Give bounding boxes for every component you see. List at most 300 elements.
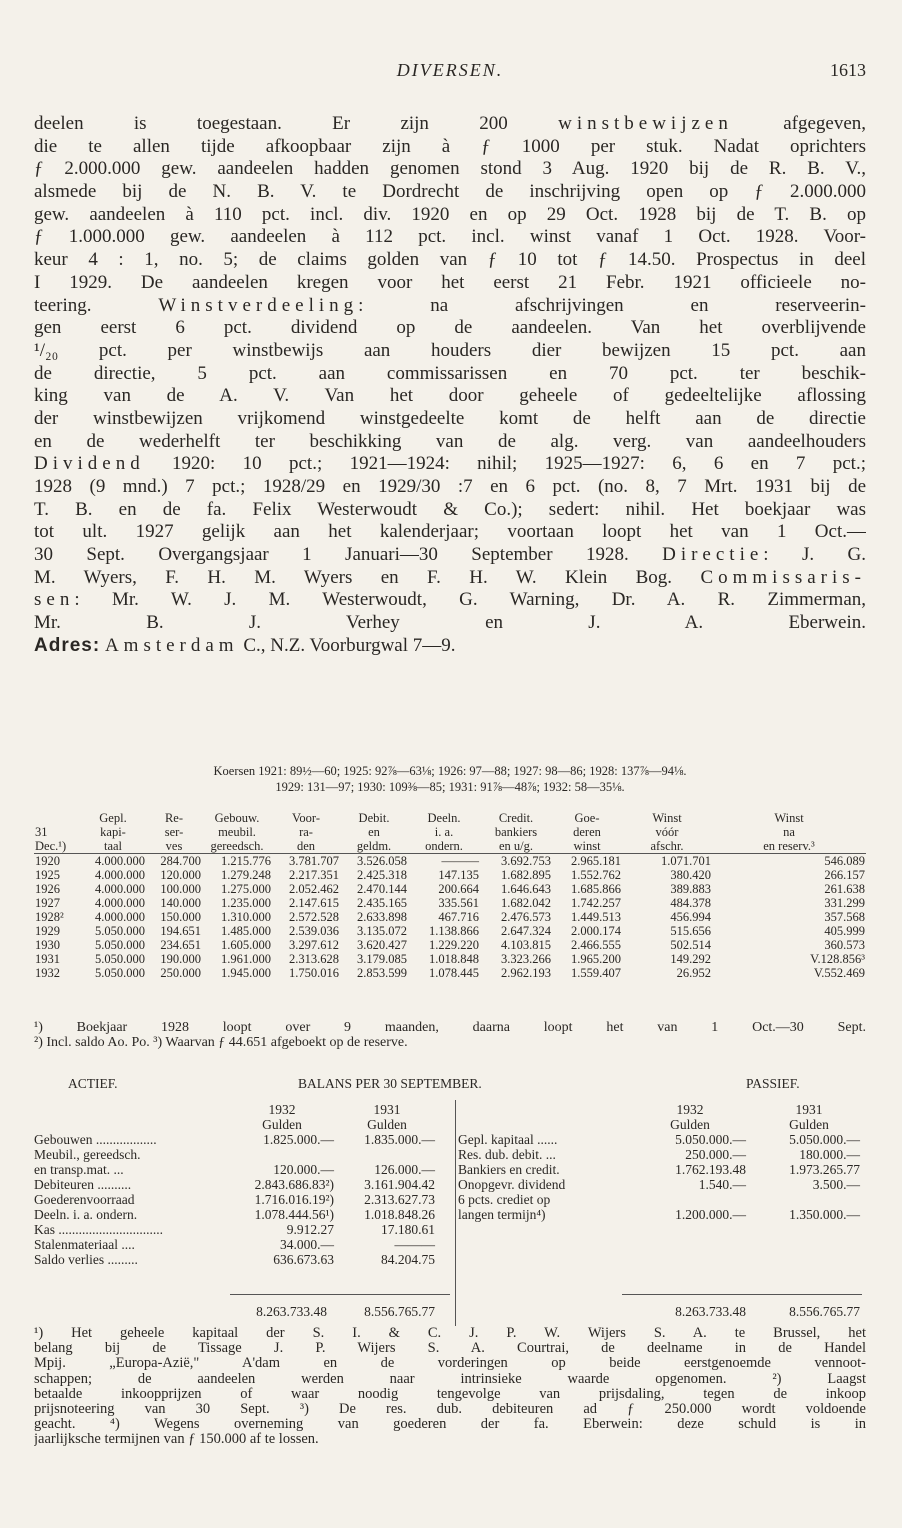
text-line (34, 408, 866, 431)
spaced-keyword: Amsterdam (104, 634, 239, 656)
value-cell: 467.716 (438, 910, 479, 924)
text-segment: 1928 (9 mnd.) 7 pct.; 1928/29 en 1929/30 :7 en 6 pct. (no. 8, 7 Mrt. 1931 bij de (34, 476, 866, 497)
unit-label: Gulden (367, 1117, 407, 1132)
text-segment: tot ult. 1927 gelijk aan het kalenderjaar; voortaan loopt het van 1 Oct.— (34, 521, 866, 543)
value-cell: 1.235.000 (221, 896, 271, 910)
value-cell: 1.485.000 (221, 924, 271, 938)
value-cell: 2.435.165 (357, 896, 407, 910)
table-row (34, 910, 866, 924)
value-1932: 1.825.000.— (263, 1132, 334, 1147)
balance-row (34, 1132, 454, 1147)
header-cell: Credit. (498, 811, 534, 825)
value-cell: 1.552.762 (571, 868, 621, 882)
value-cell: 2.217.351 (289, 868, 339, 882)
balance-label: Deeln. i. a. ondern. (34, 1207, 138, 1222)
value-cell: 2.633.898 (357, 910, 407, 924)
header-cell: 31 (35, 825, 48, 839)
balance-row (34, 1222, 454, 1237)
column-divider (455, 1100, 456, 1326)
text-line (34, 544, 866, 567)
text-line (34, 476, 866, 499)
spaced-keyword: winstbewijzen (558, 113, 733, 134)
value-cell: 515.656 (670, 924, 711, 938)
text-line (34, 136, 866, 159)
value-1931: 1.973.265.77 (789, 1162, 860, 1177)
table-footnotes (34, 1020, 866, 1050)
header-cell: Winst (774, 811, 804, 825)
value-cell: 4.103.815 (501, 938, 551, 952)
value-cell: 360.573 (824, 938, 865, 952)
spaced-keyword: Directie (662, 544, 764, 566)
balance-row (458, 1147, 866, 1162)
value-cell: 1.138.866 (429, 924, 479, 938)
header-cell: kapi- (100, 825, 126, 839)
value-cell: 2.425.318 (357, 868, 407, 882)
text-line (34, 249, 866, 272)
header-cell: ondern. (408, 839, 480, 854)
value-1932: 250.000.— (685, 1147, 746, 1162)
text-segment: : J. G. (763, 544, 866, 566)
value-cell: 2.313.628 (289, 952, 339, 966)
financial-history-table (34, 811, 866, 980)
value-cell: 4.000.000 (95, 882, 145, 896)
value-cell: 1.559.407 (571, 966, 621, 980)
year-cell: 1925 (35, 868, 60, 882)
year-cell: 1920 (35, 854, 60, 868)
value-cell: 1.961.000 (221, 952, 271, 966)
text-segment: 1920: 10 pct.; 1921—1924: nihil; 1925—1927: 6, 6 en 7 pct.; (144, 453, 866, 475)
share-prices-line: 1929: 131—97; 1930: 109⅜—85; 1931: 91⅞—48⅞; 1932: 58—35⅛. (275, 780, 625, 794)
value-cell: V.128.856³ (810, 952, 865, 966)
value-cell: 3.620.427 (357, 938, 407, 952)
year-cell: 1930 (35, 938, 60, 952)
table-row (34, 882, 866, 896)
table-row (34, 924, 866, 938)
value-cell: 1.449.513 (571, 910, 621, 924)
text-segment: : na afschrijvingen en reserveerin- (358, 294, 866, 316)
value-1931: 5.050.000.— (789, 1132, 860, 1147)
value-cell: 2.147.615 (289, 896, 339, 910)
share-prices (34, 763, 866, 795)
text-segment: gen eerst 6 pct. dividend op de aandeelen. Van het overblijvende (34, 317, 866, 339)
value-cell: 380.420 (670, 868, 711, 882)
header-cell: ser- (164, 825, 184, 839)
unit-label: Gulden (262, 1117, 302, 1132)
value-1931: 1.350.000.— (789, 1207, 860, 1222)
value-cell: 2.539.036 (289, 924, 339, 938)
balance-label: Res. dub. debit. ... (458, 1147, 556, 1162)
year-cell: 1926 (35, 882, 60, 896)
year-1932: 1932 (676, 1102, 704, 1117)
value-cell: 3.135.072 (357, 924, 407, 938)
header-cell: Winst (652, 811, 682, 825)
value-cell: 3.781.707 (289, 854, 339, 868)
value-1932: 1.716.016.19²) (254, 1192, 334, 1207)
value-cell: 1.275.000 (221, 882, 271, 896)
header-cell: Voor- (292, 811, 320, 825)
value-cell: 1.310.000 (221, 910, 271, 924)
balance-label: Onopgevr. dividend (458, 1177, 566, 1192)
balance-sheet (34, 1076, 866, 1321)
value-cell: 5.050.000 (95, 952, 145, 966)
passief-title: PASSIEF. (746, 1076, 800, 1091)
value-1932: 34.000.— (280, 1237, 334, 1252)
table-footnote: ²) Incl. saldo Ao. Po. ³) Waarvan ƒ 44.651 afgeboekt op de reserve. (34, 1035, 408, 1050)
footnote-line: prijsnoteering van 30 Sept. ³) De res. dub. debiteuren ad ƒ 250.000 wordt voldoende (34, 1401, 866, 1417)
text-segment: M. Wyers, F. H. M. Wyers en F. H. W. Klein Bog. (34, 566, 701, 588)
value-1932: 2.843.686.83²) (254, 1177, 334, 1192)
value-1932: 9.912.27 (286, 1222, 334, 1237)
text-line (34, 385, 866, 408)
text-segment: gew. aandeelen à 110 pct. incl. div. 1920 en op 29 Oct. 1928 bij de T. B. op (34, 203, 866, 225)
value-cell: 190.000 (160, 952, 201, 966)
footnote-line: Mpij. „Europa-Azië," A'dam en de vorderingen op beide eerstgenoemde vennoot- (34, 1356, 866, 1372)
value-cell: 502.514 (670, 938, 711, 952)
value-1931: 1.835.000.— (364, 1132, 435, 1147)
total-rule-left (230, 1294, 450, 1295)
value-cell: 1.071.701 (661, 854, 711, 868)
balance-row (34, 1147, 454, 1162)
text-segment: der winstbewijzen vrijkomend winstgedeelte komt de helft aan de directie (34, 407, 866, 429)
year-1931: 1931 (373, 1102, 401, 1117)
text-line (34, 521, 866, 544)
balance-row (458, 1177, 866, 1192)
text-segment: Mr. B. J. Verhey en J. A. Eberwein. (34, 612, 866, 634)
year-cell: 1928² (35, 910, 64, 924)
value-cell: 194.651 (160, 924, 201, 938)
year-1932: 1932 (268, 1102, 296, 1117)
header-cell: ra- (299, 825, 313, 839)
header-cell: geldm. (340, 839, 408, 854)
share-prices-line: Koersen 1921: 89½—60; 1925: 92⅞—63⅛; 1926: 97—88; 1927: 98—86; 1928: 137⅞—94⅛. (213, 764, 687, 778)
value-cell: 2.476.573 (501, 910, 551, 924)
value-cell: 357.568 (824, 910, 865, 924)
balance-label: en transp.mat. ... (34, 1162, 124, 1177)
value-cell: 1.018.848 (429, 952, 479, 966)
balance-title-row (34, 1076, 866, 1094)
unit-header-row (34, 1117, 454, 1132)
footnote-line: jaarlijksche termijnen van ƒ 150.000 af te lossen. (34, 1432, 319, 1448)
passief-column (458, 1102, 866, 1222)
text-segment: deelen is toegestaan. Er zijn 200 (34, 113, 559, 134)
value-1931: 2.313.627.73 (364, 1192, 435, 1207)
text-segment: C., N.Z. Voorburgwal 7—9. (238, 634, 456, 656)
actief-total-1931: 8.556.765.77 (364, 1304, 435, 1319)
text-segment: T. B. en de fa. Felix Westerwoudt & Co.); sedert: nihil. Het boekjaar was (34, 498, 866, 520)
value-cell: 284.700 (160, 854, 201, 868)
value-cell: 3.526.058 (357, 854, 407, 868)
header-cell: na (783, 825, 795, 839)
value-cell: 1.685.866 (571, 882, 621, 896)
value-cell: 2.052.462 (289, 882, 339, 896)
header-cell: bankiers (494, 825, 538, 839)
text-segment: ƒ 2.000.000 gew. aandeelen hadden genomen stond 3 Aug. 1920 bij de R. B. V., (34, 158, 866, 180)
header-cell (34, 811, 80, 825)
value-cell: 149.292 (670, 952, 711, 966)
header-cell: winst (552, 839, 622, 854)
value-cell: 120.000 (160, 868, 201, 882)
unit-header-row (458, 1117, 866, 1132)
header-cell: en (368, 825, 380, 839)
text-line (34, 113, 866, 136)
footnote-line: schappen; de aandeelen werden naar intrinsieke waarde opgenomen. ²) Laagst (34, 1371, 866, 1387)
value-1931: 17.180.61 (381, 1222, 435, 1237)
spaced-keyword: Winstverdeeling (158, 294, 359, 316)
header-cell: afschr. (622, 839, 712, 854)
value-cell: 2.853.599 (357, 966, 407, 980)
value-cell: 1.229.220 (429, 938, 479, 952)
text-segment: 30 Sept. Overgangsjaar 1 Januari—30 September 1928. (34, 544, 663, 566)
header-cell: vóór (655, 825, 679, 839)
text-segment: en de wederhelft ter beschikking van de alg. verg. van aandeelhouders (34, 430, 866, 452)
value-cell: 4.000.000 (95, 896, 145, 910)
value-cell: 3.323.266 (501, 952, 551, 966)
page-header (34, 60, 866, 84)
balance-row (34, 1252, 454, 1267)
spaced-keyword: sen (34, 589, 75, 611)
header-cell: meubil. (218, 825, 256, 839)
text-line (34, 567, 866, 590)
header-cell: en u/g. (480, 839, 552, 854)
value-cell: 1.682.895 (501, 868, 551, 882)
actief-title: ACTIEF. (68, 1076, 118, 1091)
value-cell: 2.470.144 (357, 882, 407, 896)
balance-label: Gepl. kapitaal ...... (458, 1132, 558, 1147)
balance-label: Bankiers en credit. (458, 1162, 560, 1177)
table-footnote: ¹) Boekjaar 1928 loopt over 9 maanden, daarna loopt het van 1 Oct.—30 Sept. (34, 1020, 866, 1035)
value-1931: 180.000.— (799, 1147, 860, 1162)
text-line (34, 499, 866, 522)
balance-label: Meubil., gereedsch. (34, 1147, 141, 1162)
value-1932: 1.762.193.48 (675, 1162, 746, 1177)
value-1931: ——— (394, 1237, 435, 1252)
footnote-line: betaalde inkoopprijzen of waar noodig tengevolge van prijsdaling, tegen de inkoop (34, 1386, 866, 1402)
footnote-line: geacht. ⁴) Wegens overneming van goederen der fa. Eberwein: deze schuld is in (34, 1417, 866, 1433)
text-line (34, 272, 866, 295)
year-1931: 1931 (795, 1102, 823, 1117)
header-cell: Gebouw. (214, 811, 260, 825)
balance-row (458, 1132, 866, 1147)
value-cell: 261.638 (824, 882, 865, 896)
text-segment: ƒ 1.000.000 gew. aandeelen à 112 pct. incl. winst vanaf 1 Oct. 1928. Voor- (34, 226, 866, 248)
value-cell: 1.750.016 (289, 966, 339, 980)
value-cell: 2.965.181 (571, 854, 621, 868)
value-cell: 2.962.193 (501, 966, 551, 980)
footnote-line: ¹) Het geheele kapitaal der S. I. & C. J. P. W. Wijers S. A. te Brussel, het (34, 1326, 866, 1341)
value-cell: 140.000 (160, 896, 201, 910)
spaced-keyword: Commissaris- (700, 566, 866, 588)
table-header-row (34, 825, 866, 839)
text-line (34, 363, 866, 386)
balance-label: Saldo verlies ......... (34, 1252, 138, 1267)
value-cell: 4.000.000 (95, 868, 145, 882)
text-segment: alsmede bij de N. B. V. te Dordrecht de inschrijving open op ƒ 2.000.000 (34, 181, 866, 203)
value-cell: 1.215.776 (221, 854, 271, 868)
value-1931: 1.018.848.26 (364, 1207, 435, 1222)
value-1932: 1.078.444.56¹) (254, 1207, 334, 1222)
balance-row (458, 1207, 866, 1222)
value-1931: 84.204.75 (381, 1252, 435, 1267)
value-1932: 1.200.000.— (675, 1207, 746, 1222)
header-cell: Debit. (358, 811, 390, 825)
header-cell: Gepl. (99, 811, 127, 825)
actief-total-1932: 8.263.733.48 (256, 1304, 327, 1319)
balance-row (458, 1162, 866, 1177)
text-line (34, 612, 866, 635)
balance-row (34, 1162, 454, 1177)
header-cell: Deeln. (427, 811, 461, 825)
text-line (34, 204, 866, 227)
company-description (34, 113, 866, 658)
value-cell: 331.299 (824, 896, 865, 910)
header-cell: taal (80, 839, 146, 854)
text-segment: : Mr. W. J. M. Westerwoudt, G. Warning, Dr. A. R. Zimmerman, (74, 589, 866, 611)
value-1931: 126.000.— (374, 1162, 435, 1177)
year-cell: 1929 (35, 924, 60, 938)
value-cell: 1.682.042 (501, 896, 551, 910)
value-cell: 1.646.643 (501, 882, 551, 896)
balance-label: Gebouwen .................. (34, 1132, 157, 1147)
value-cell: 405.999 (824, 924, 865, 938)
table-row (34, 938, 866, 952)
table-header-row (34, 839, 866, 854)
value-cell: 1.965.200 (571, 952, 621, 966)
value-cell: 1.742.257 (571, 896, 621, 910)
value-cell: 2.466.555 (571, 938, 621, 952)
header-cell: deren (573, 825, 601, 839)
table-row (34, 854, 866, 869)
text-line (34, 226, 866, 249)
balance-row (34, 1207, 454, 1222)
balance-label: Debiteuren .......... (34, 1177, 132, 1192)
value-cell: 100.000 (160, 882, 201, 896)
text-line (34, 340, 866, 363)
value-cell: 5.050.000 (95, 938, 145, 952)
text-segment: afgegeven, (732, 113, 866, 134)
passief-total-1931: 8.556.765.77 (789, 1304, 860, 1319)
value-cell: 1.279.248 (221, 868, 271, 882)
table-row (34, 952, 866, 966)
header-cell: gereedsch. (202, 839, 272, 854)
text-line (34, 295, 866, 318)
balance-row (34, 1237, 454, 1252)
header-cell: Re- (164, 811, 184, 825)
balance-title: BALANS PER 30 SEPTEMBER. (298, 1076, 482, 1091)
text-segment: die te allen tijde afkoopbaar zijn à ƒ 1000 per stuk. Nadat oprichters (34, 135, 866, 157)
text-line (34, 635, 866, 658)
value-cell: 2.000.174 (571, 924, 621, 938)
value-cell: 2.572.528 (289, 910, 339, 924)
value-cell: 200.664 (438, 882, 479, 896)
text-line (34, 158, 866, 181)
unit-label: Gulden (670, 1117, 710, 1132)
table-row (34, 896, 866, 910)
footnote-line: belang bij de Tissage J. P. Wijers S. A. Courtrai, de deelname in de Handel (34, 1341, 866, 1357)
running-title: DIVERSEN. (396, 60, 504, 80)
text-line (34, 181, 866, 204)
value-cell: 4.000.000 (95, 910, 145, 924)
address-label: Adres: (34, 634, 101, 656)
header-cell: Dec.¹) (34, 839, 80, 854)
total-rule-right (622, 1294, 862, 1295)
value-cell: 147.135 (438, 868, 479, 882)
value-cell: 5.050.000 (95, 924, 145, 938)
balance-row (458, 1192, 866, 1207)
page-number: 1613 (830, 60, 866, 80)
value-cell: 2.647.324 (501, 924, 551, 938)
header-cell: en reserv.³ (712, 839, 866, 854)
text-segment: de directie, 5 pct. aan commissarissen en 70 pct. ter beschik- (34, 362, 866, 384)
value-cell: 266.157 (824, 868, 865, 882)
value-1931: 3.500.— (812, 1177, 860, 1192)
value-cell: 3.179.085 (357, 952, 407, 966)
balance-label: Kas ............................... (34, 1222, 163, 1237)
table-row (34, 966, 866, 980)
balance-footnotes (34, 1326, 866, 1448)
value-cell: 1.945.000 (221, 966, 271, 980)
value-cell: 4.000.000 (95, 854, 145, 868)
value-cell: 150.000 (160, 910, 201, 924)
value-cell: 3.297.612 (289, 938, 339, 952)
header-cell: Goe- (574, 811, 600, 825)
value-cell: 389.883 (670, 882, 711, 896)
value-1932: 120.000.— (273, 1162, 334, 1177)
year-header-row (34, 1102, 454, 1117)
actief-column (34, 1102, 454, 1267)
value-cell: 335.561 (438, 896, 479, 910)
passief-total-1932: 8.263.733.48 (675, 1304, 746, 1319)
value-cell: V.552.469 (813, 966, 865, 980)
text-segment: teering. (34, 294, 159, 316)
value-cell: 456.994 (670, 910, 711, 924)
year-cell: 1932 (35, 966, 60, 980)
balance-row (34, 1192, 454, 1207)
value-1932: 1.540.— (698, 1177, 746, 1192)
value-1932: 5.050.000.— (675, 1132, 746, 1147)
value-1931: 3.161.904.42 (364, 1177, 435, 1192)
value-cell: 3.692.753 (501, 854, 551, 868)
text-segment: I 1929. De aandeelen kregen voor het eerst 21 Febr. 1921 officieele no- (34, 271, 866, 293)
year-cell: 1927 (35, 896, 60, 910)
value-cell: 234.651 (160, 938, 201, 952)
value-cell: 484.378 (670, 896, 711, 910)
text-segment: ¹/₂₀ pct. per winstbewijs aan houders dier bewijzen 15 pct. aan (34, 339, 866, 361)
unit-label: Gulden (789, 1117, 829, 1132)
text-line (34, 453, 866, 476)
value-1932: 636.673.63 (273, 1252, 334, 1267)
year-header-row (458, 1102, 866, 1117)
balance-label: 6 pcts. crediet op (458, 1192, 551, 1207)
value-cell: ——— (441, 854, 479, 868)
text-line (34, 317, 866, 340)
value-cell: 546.089 (824, 854, 865, 868)
year-cell: 1931 (35, 952, 60, 966)
value-cell: 5.050.000 (95, 966, 145, 980)
header-cell: ves (146, 839, 202, 854)
text-segment: king van de A. V. Van het door geheele of gedeeltelijke aflossing (34, 385, 866, 407)
value-cell: 1.605.000 (221, 938, 271, 952)
value-cell: 1.078.445 (429, 966, 479, 980)
text-segment: keur 4 : 1, no. 5; de claims golden van ƒ 10 tot ƒ 14.50. Prospectus in deel (34, 249, 866, 271)
text-line (34, 589, 866, 612)
header-cell: i. a. (434, 825, 454, 839)
value-cell: 250.000 (160, 966, 201, 980)
header-cell: den (272, 839, 340, 854)
value-cell: 26.952 (676, 966, 711, 980)
balance-label: Goederenvoorraad (34, 1192, 135, 1207)
text-line (34, 431, 866, 454)
balance-label: langen termijn⁴) (458, 1207, 546, 1222)
